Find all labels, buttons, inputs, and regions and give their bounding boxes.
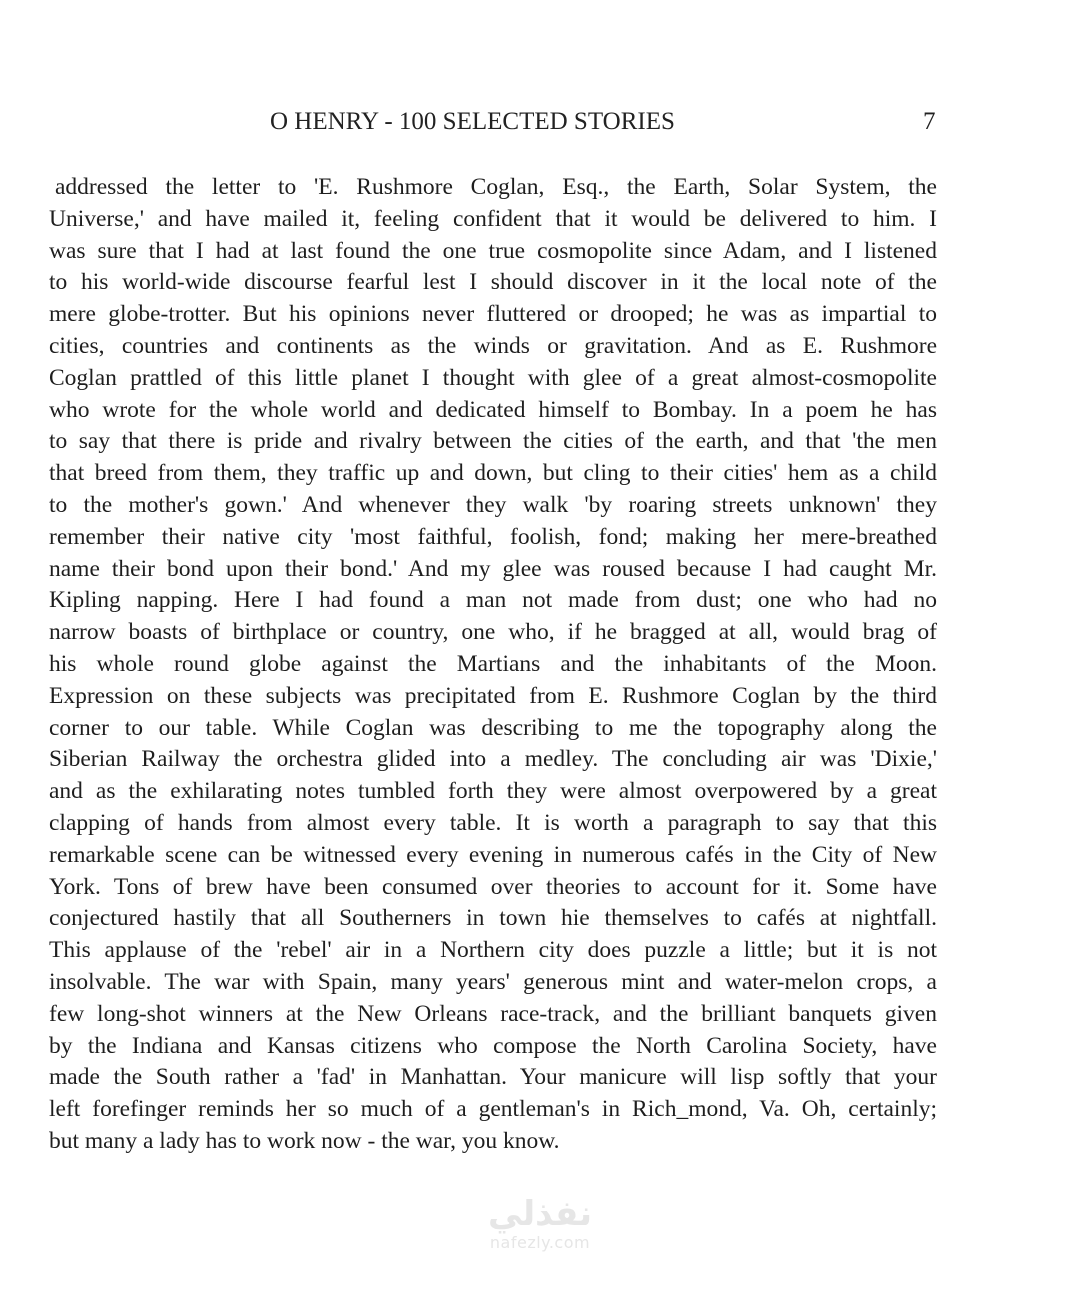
text-line: conjectured hastily that all Southerners in town hie themselves to cafés at nightfall. bbox=[49, 905, 937, 932]
text-line: by the Indiana and Kansas citizens who compose the North Carolina Society, have bbox=[49, 1032, 937, 1059]
text-line: clapping of hands from almost every table. It is worth a paragraph to say that this bbox=[49, 809, 937, 836]
text-line: corner to our table. While Coglan was describing to me the topography along the bbox=[49, 714, 937, 741]
text-line: Expression on these subjects was precipitated from E. Rushmore Coglan by the third bbox=[49, 682, 937, 709]
watermark-arabic: نفذلي bbox=[487, 1194, 593, 1234]
page-number: 7 bbox=[923, 108, 936, 135]
text-line: Universe,' and have mailed it, feeling confident that it would be delivered to him. I bbox=[49, 205, 937, 232]
body-text bbox=[49, 172, 937, 1158]
book-title-header: O HENRY - 100 SELECTED STORIES bbox=[270, 108, 675, 135]
text-line: addressed the letter to 'E. Rushmore Coglan, Esq., the Earth, Solar System, the bbox=[55, 174, 937, 200]
text-line: to his world-wide discourse fearful lest I should discover in it the local note of the bbox=[49, 269, 937, 296]
text-line: left forefinger reminds her so much of a gentleman's in Rich_mond, Va. Oh, certainly; bbox=[49, 1096, 937, 1123]
running-header bbox=[0, 108, 1080, 142]
text-line: few long-shot winners at the New Orleans race-track, and the brilliant banquets given bbox=[49, 1000, 937, 1027]
text-line: remember their native city 'most faithful, foolish, fond; making her mere-breathed bbox=[49, 523, 937, 550]
text-line: Coglan prattled of this little planet I thought with glee of a great almost-cosmopolite bbox=[49, 364, 937, 391]
watermark-url: nafezly.com bbox=[489, 1233, 591, 1252]
text-line: narrow boasts of birthplace or country, one who, if he bragged at all, would brag of bbox=[49, 619, 937, 646]
text-line: and as the exhilarating notes tumbled forth they were almost overpowered by a great bbox=[49, 778, 937, 805]
text-line: to say that there is pride and rivalry between the cities of the earth, and that 'the men bbox=[49, 428, 937, 455]
text-line: name their bond upon their bond.' And my glee was roused because I had caught Mr. bbox=[49, 555, 937, 582]
text-line: remarkable scene can be witnessed every evening in numerous cafés in the City of New bbox=[49, 841, 937, 868]
text-line: to the mother's gown.' And whenever they walk 'by roaring streets unknown' they bbox=[49, 491, 937, 518]
text-line: that breed from them, they traffic up and down, but cling to their cities' hem as a child bbox=[49, 460, 937, 487]
text-line: but many a lady has to work now - the war, you know. bbox=[49, 1127, 560, 1154]
text-line: Kipling napping. Here I had found a man not made from dust; one who had no bbox=[49, 587, 937, 614]
text-line: York. Tons of brew have been consumed over theories to account for it. Some have bbox=[49, 873, 937, 900]
text-line: made the South rather a 'fad' in Manhattan. Your manicure will lisp softly that your bbox=[49, 1064, 937, 1091]
text-line: mere globe-trotter. But his opinions never fluttered or drooped; he was as impartial to bbox=[49, 301, 937, 328]
text-line: This applause of the 'rebel' air in a Northern city does puzzle a little; but it is not bbox=[49, 937, 937, 964]
text-line: who wrote for the whole world and dedicated himself to Bombay. In a poem he has bbox=[49, 396, 937, 423]
text-line: insolvable. The war with Spain, many years' generous mint and water-melon crops, a bbox=[49, 968, 937, 995]
text-line: was sure that I had at last found the one true cosmopolite since Adam, and I listened bbox=[49, 237, 937, 264]
watermark-logo bbox=[470, 1195, 610, 1263]
text-line: Siberian Railway the orchestra glided into a medley. The concluding air was 'Dixie,' bbox=[49, 746, 937, 773]
text-line: cities, countries and continents as the winds or gravitation. And as E. Rushmore bbox=[49, 332, 937, 359]
text-line: his whole round globe against the Martians and the inhabitants of the Moon. bbox=[49, 650, 937, 677]
